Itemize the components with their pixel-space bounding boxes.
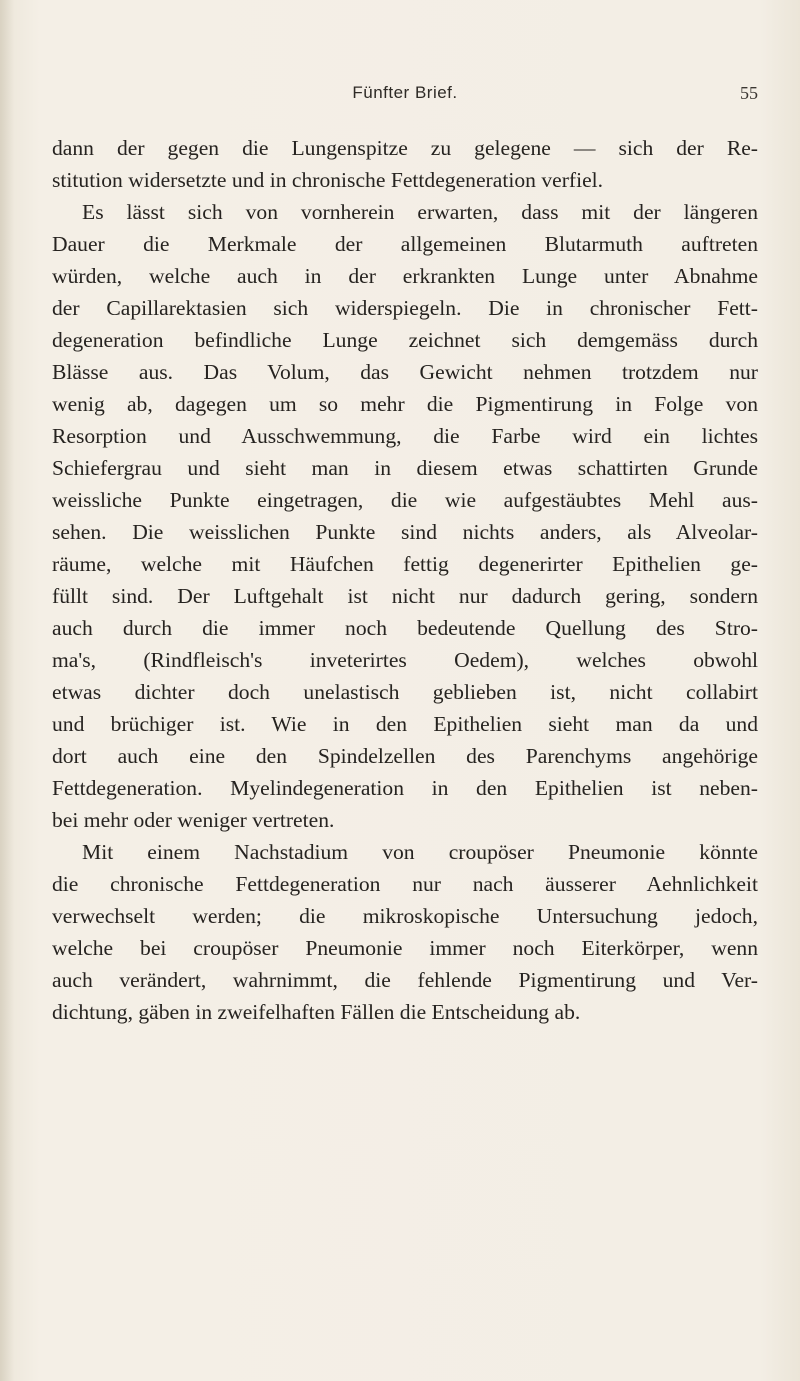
page-number: 55: [740, 83, 758, 103]
body-text: [52, 132, 758, 1028]
text-line: dichtung, gäben in zweifelhaften Fällen die Entscheidung ab.: [52, 1000, 581, 1024]
text-line: sehen. Die weisslichen Punkte sind nichts anders, als Alveolar-: [52, 520, 758, 544]
text-line: Resorption und Ausschwemmung, die Farbe wird ein lichtes: [52, 424, 758, 448]
text-line: Fettdegeneration. Myelindegeneration in den Epithelien ist neben-: [52, 776, 758, 800]
text-line: die chronische Fettdegeneration nur nach äusserer Aehnlichkeit: [52, 872, 758, 896]
text-line: wenig ab, dagegen um so mehr die Pigmentirung in Folge von: [52, 392, 758, 416]
text-line: würden, welche auch in der erkrankten Lunge unter Abnahme: [52, 264, 758, 288]
text-line: stitution widersetzte und in chronische Fettdegeneration verfiel.: [52, 168, 604, 192]
text-line: Blässe aus. Das Volum, das Gewicht nehmen trotzdem nur: [52, 360, 758, 384]
text-line: bei mehr oder weniger vertreten.: [52, 808, 335, 832]
text-line: auch verändert, wahrnimmt, die fehlende Pigmentirung und Ver-: [52, 968, 758, 992]
text-line: dort auch eine den Spindelzellen des Parenchyms angehörige: [52, 744, 758, 768]
text-line: degeneration befindliche Lunge zeichnet sich demgemäss durch: [52, 328, 758, 352]
text-line: und brüchiger ist. Wie in den Epithelien sieht man da und: [52, 712, 758, 736]
text-line: Es lässt sich von vornherein erwarten, dass mit der längeren: [82, 200, 758, 224]
text-line: Schiefergrau und sieht man in diesem etwas schattirten Grunde: [52, 456, 758, 480]
page-edge-shadow: [0, 0, 14, 1381]
text-line: Mit einem Nachstadium von croupöser Pneumonie könnte: [82, 840, 758, 864]
text-line: füllt sind. Der Luftgehalt ist nicht nur dadurch gering, sondern: [52, 584, 758, 608]
text-line: Dauer die Merkmale der allgemeinen Blutarmuth auftreten: [52, 232, 758, 256]
text-line: weissliche Punkte eingetragen, die wie aufgestäubtes Mehl aus-: [52, 488, 758, 512]
running-head-title: Fünfter Brief.: [352, 83, 458, 102]
text-line: ma's, (Rindfleisch's inveterirtes Oedem), welches obwohl: [52, 648, 758, 672]
text-line: verwechselt werden; die mikroskopische Untersuchung jedoch,: [52, 904, 758, 928]
text-line: räume, welche mit Häufchen fettig degenerirter Epithelien ge-: [52, 552, 758, 576]
text-line: etwas dichter doch unelastisch geblieben ist, nicht collabirt: [52, 680, 758, 704]
text-line: dann der gegen die Lungenspitze zu gelegene — sich der Re-: [52, 136, 758, 160]
text-line: auch durch die immer noch bedeutende Quellung des Stro-: [52, 616, 758, 640]
running-head: [52, 83, 758, 109]
text-line: welche bei croupöser Pneumonie immer noch Eiterkörper, wenn: [52, 936, 758, 960]
text-line: der Capillarektasien sich widerspiegeln. Die in chronischer Fett-: [52, 296, 758, 320]
